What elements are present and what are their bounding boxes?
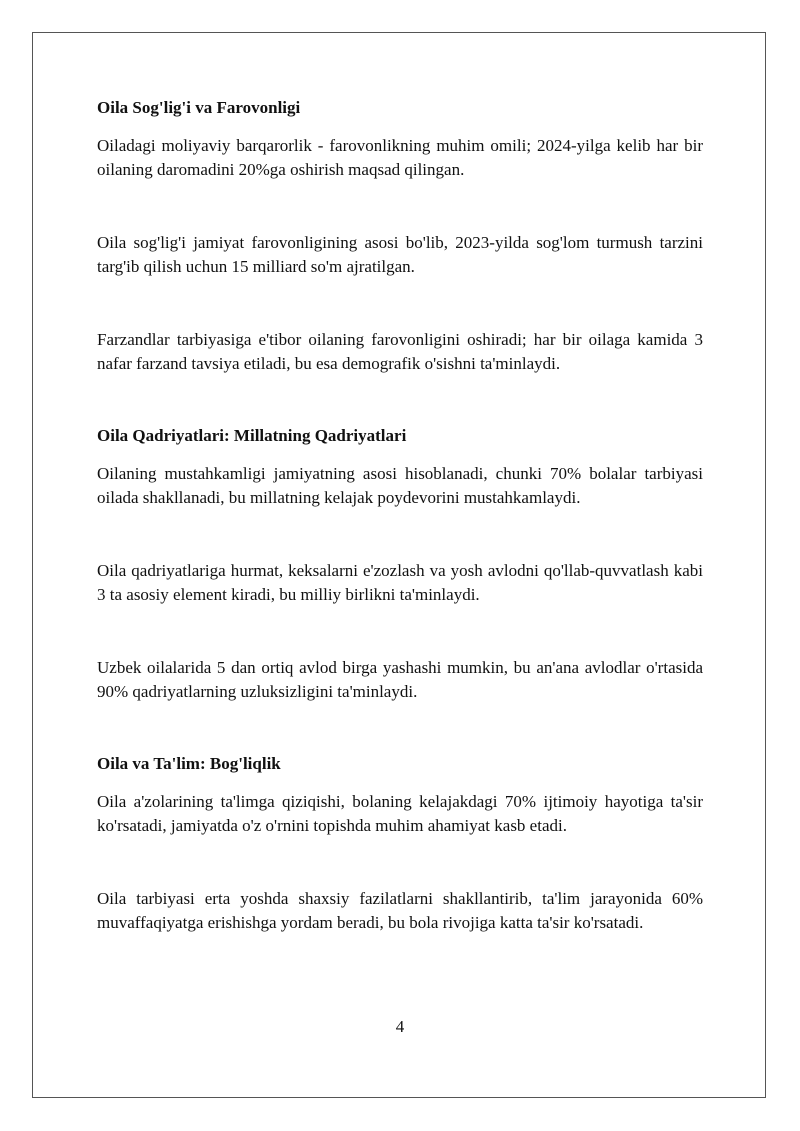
paragraph: Oiladagi moliyaviy barqarorlik - farovonlikning muhim omili; 2024-yilga kelib har bir oilaning daromadini 20%ga oshirish maqsad qilingan. [97,136,703,179]
section-health-wellbeing [97,96,703,376]
paragraph: Oila a'zolarining ta'limga qiziqishi, bolaning kelajakdagi 70% ijtimoiy hayotiga ta'sir ko'rsatadi, jamiyatda o'z o'rnini topishda muhim ahamiyat kasb etadi. [97,792,703,835]
paragraph: Farzandlar tarbiyasiga e'tibor oilaning farovonligini oshiradi; har bir oilaga kamida 3 nafar farzand tavsiya etiladi, bu esa demografik o'sishni ta'minlaydi. [97,330,703,373]
paragraph: Oila sog'lig'i jamiyat farovonligining asosi bo'lib, 2023-yilda sog'lom turmush tarzini targ'ib qilish uchun 15 milliard so'm ajratilgan. [97,233,703,276]
section-family-education [97,752,703,935]
section-heading: Oila Sog'lig'i va Farovonligi [97,98,301,117]
section-heading: Oila Qadriyatlari: Millatning Qadriyatlari [97,426,407,445]
section-family-values [97,424,703,704]
document-body [97,96,703,935]
paragraph: Oila qadriyatlariga hurmat, keksalarni e'zozlash va yosh avlodni qo'llab-quvvatlash kabi 3 ta asosiy element kiradi, bu milliy birlikni ta'minlaydi. [97,561,703,604]
page-number: 4 [395,1017,405,1036]
paragraph: Oila tarbiyasi erta yoshda shaxsiy fazilatlarni shakllantirib, ta'lim jarayonida 60% muvaffaqiyatga erishishga yordam beradi, bu bola rivojiga katta ta'sir ko'rsatadi. [97,889,703,932]
paragraph: Uzbek oilalarida 5 dan ortiq avlod birga yashashi mumkin, bu an'ana avlodlar o'rtasida 90% qadriyatlarning uzluksizligini ta'minlaydi. [97,658,703,701]
paragraph: Oilaning mustahkamligi jamiyatning asosi hisoblanadi, chunki 70% bolalar tarbiyasi oilada shakllanadi, bu millatning kelajak poydevorini mustahkamlaydi. [97,464,703,507]
section-heading: Oila va Ta'lim: Bog'liqlik [97,754,281,773]
